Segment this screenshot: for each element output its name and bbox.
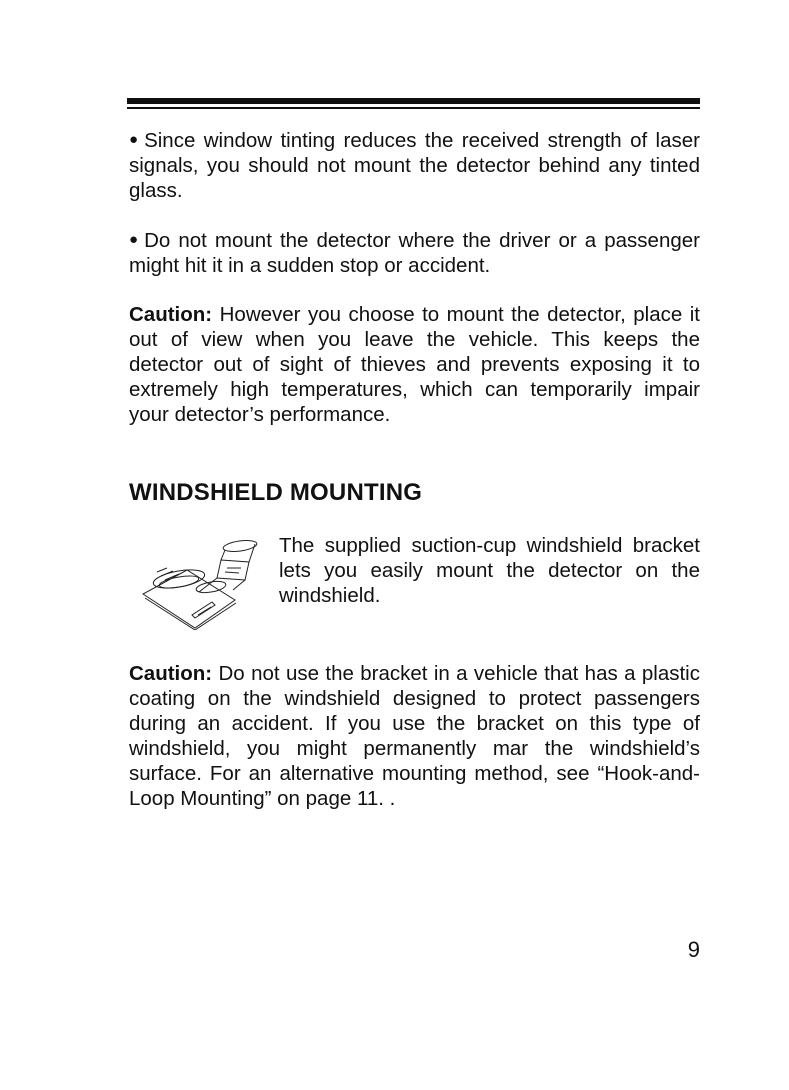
bullet-paragraph-driver [129,227,700,278]
bullet-icon: ● [129,231,139,248]
header-rule-thin [127,107,700,109]
caution-label: Caution: [129,662,213,685]
caution-paragraph-bracket [129,661,700,811]
bullet-text: Do not mount the detector where the driver or a passenger might hit it in a sudden stop or accident. [129,229,700,277]
caution-label: Caution: [129,303,213,326]
bullet-icon: ● [129,131,139,148]
page-number: 9 [687,937,700,962]
bullet-text: Since window tinting reduces the received strength of laser signals, you should not mount the detector behind any tinted glass. [129,129,700,202]
bullet-paragraph-tinting [129,127,700,203]
caution-paragraph-placement [129,302,700,427]
header-rule-thick [127,98,700,104]
windshield-intro-text: The supplied suction-cup windshield bracket lets you easily mount the detector on the windshield. [279,534,700,607]
section-heading: WINDSHIELD MOUNTING [129,479,423,506]
caution-text: However you choose to mount the detector, place it out of view when you leave the vehicle. This keeps the detector out of sight of thieves and prevents exposing it to extremely high temperatures, which can temporarily impair your detector’s performance. [129,303,700,426]
caution-text: Do not use the bracket in a vehicle that has a plastic coating on the windshield designed to protect passengers during an accident. If you use the bracket on this type of windshield, you might permanently mar the windshield’s surface. For an alternative mounting method, see “Hook-and-Loop Mounting” on page 11. . [129,662,700,810]
windshield-bracket-illustration [137,532,262,630]
